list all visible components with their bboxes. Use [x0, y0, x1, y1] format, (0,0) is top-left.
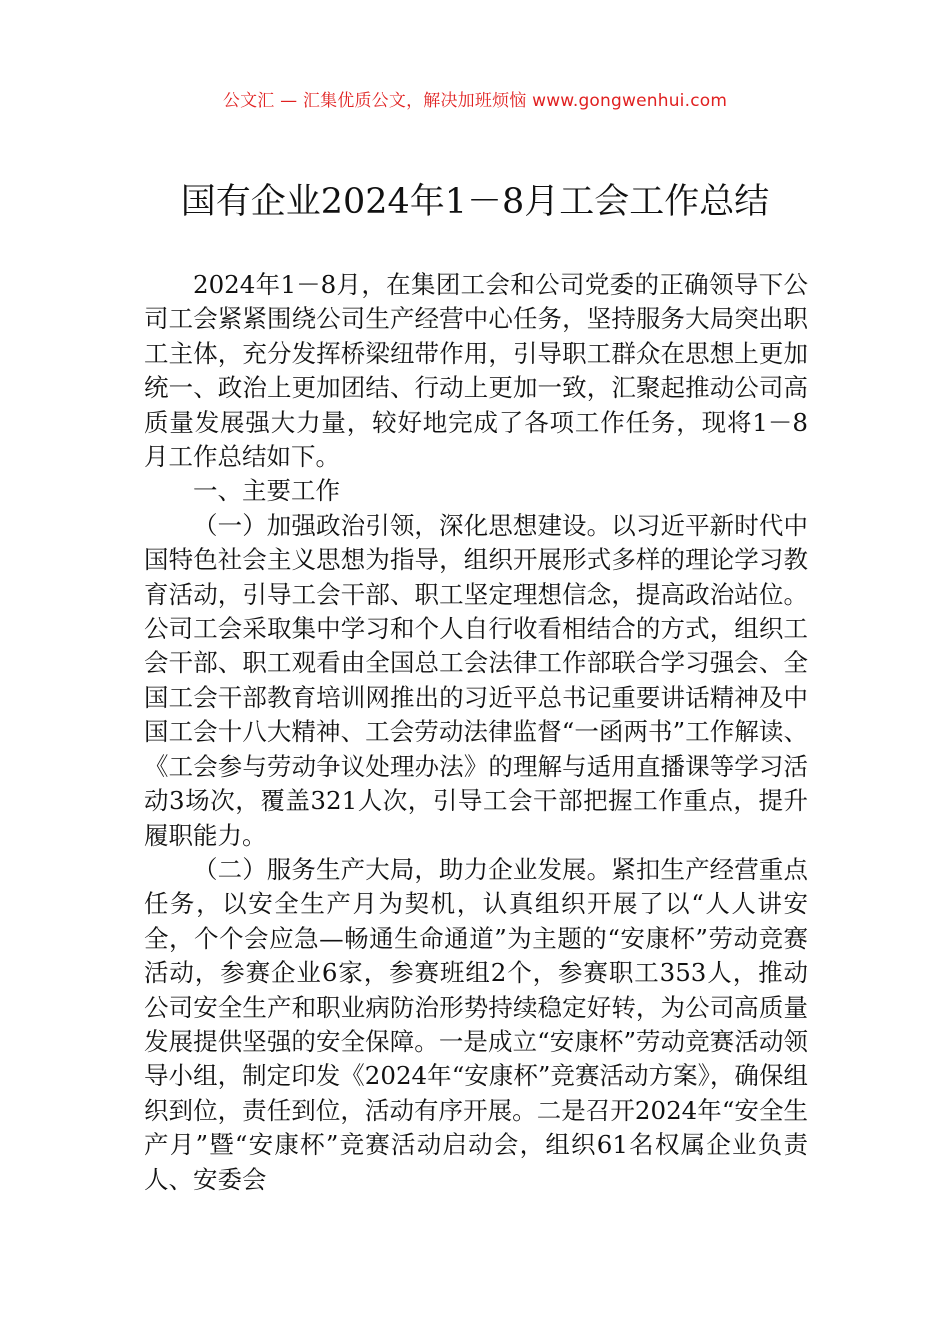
intro-paragraph: 2024年1－8月，在集团工会和公司党委的正确领导下公司工会紧紧围绕公司生产经营中心任务，坚持服务大局突出职工主体，充分发挥桥梁纽带作用，引导职工群众在思想上更加统一、政治上更加团结、行动上更加一致，汇聚起推动公司高质量发展强大力量，较好地完成了各项工作任务，现将1－8月工作总结如下。 [144, 270, 808, 472]
paragraph-production-service: （二）服务生产大局，助力企业发展。紧扣生产经营重点任务，以安全生产月为契机，认真组织开展了以“人人讲安全，个个会应急—畅通生命通道”为主题的“安康杯”劳动竞赛活动，参赛企业6家，参赛班组2个，参赛职工353人，推动公司安全生产和职业病防治形势持续稳定好转，为公司高质量发展提供坚强的安全保障。一是成立“安康杯”劳动竞赛活动领导小组，制定印发《2024年“安康杯”竞赛活动方案》，确保组织到位，责任到位，活动有序开展。二是召开2024年“安全生产月”暨“安康杯”竞赛活动启动会，组织61名权属企业负责人、安委会 [144, 854, 808, 1194]
document-title: 国有企业2024年1－8月工会工作总结 [180, 182, 770, 222]
document-body [144, 268, 808, 1197]
section-heading-main-work: 一、主要工作 [193, 476, 340, 506]
paragraph-political-guidance: （一）加强政治引领，深化思想建设。以习近平新时代中国特色社会主义思想为指导，组织开展形式多样的理论学习教育活动，引导工会干部、职工坚定理想信念，提高政治站位。公司工会采取集中学习和个人自行收看相结合的方式，组织工会干部、职工观看由全国总工会法律工作部联合学习强会、全国工会干部教育培训网推出的习近平总书记重要讲话精神及中国工会十八大精神、工会劳动法律监督“一函两书”工作解读、《工会参与劳动争议处理办法》的理解与适用直播课等学习活动3场次，覆盖321人次，引导工会干部把握工作重点，提升履职能力。 [144, 510, 808, 850]
header-banner[interactable]: 公文汇 — 汇集优质公文，解决加班烦恼 www.gongwenhui.com [222, 91, 728, 111]
